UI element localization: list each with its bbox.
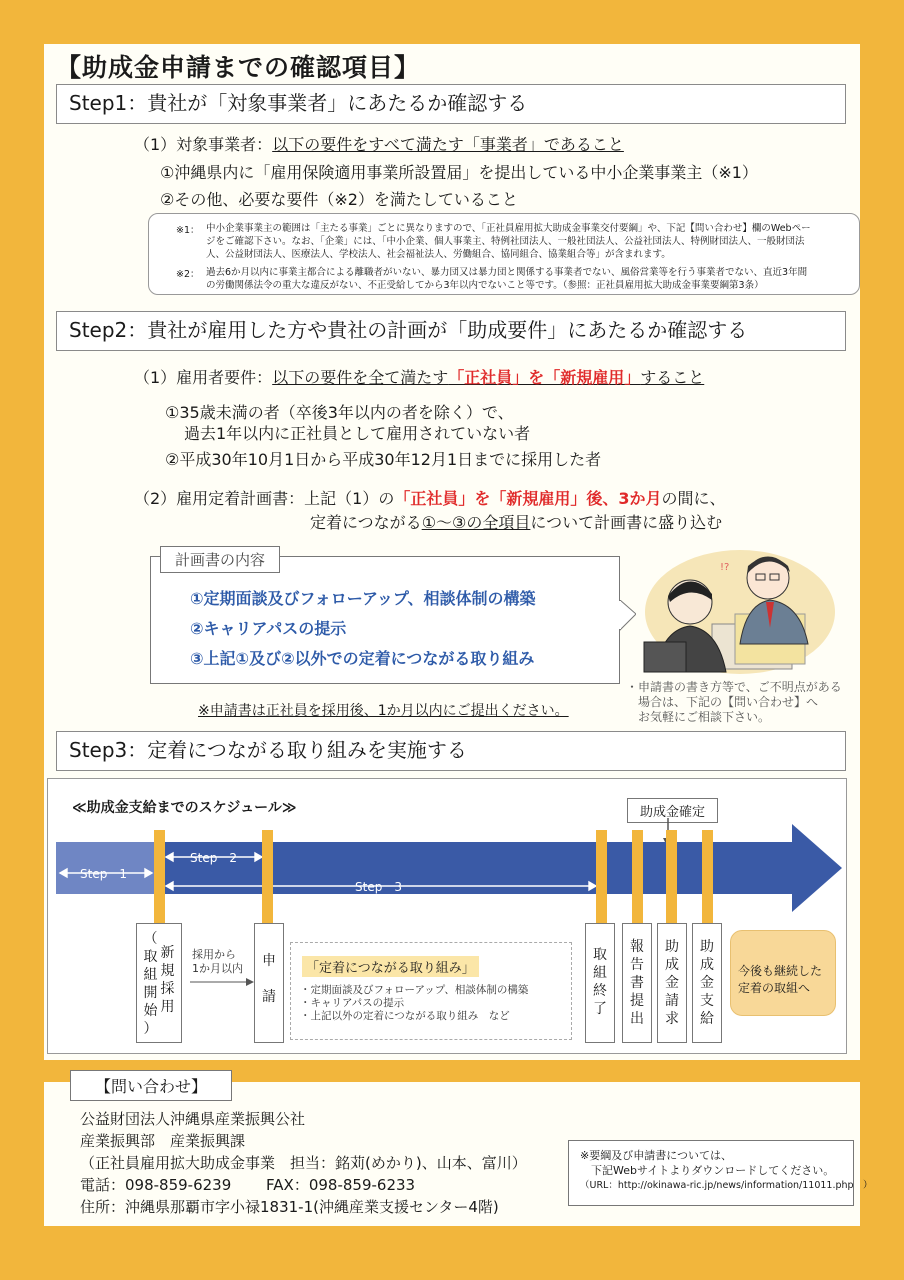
step2-item1a: ①35歳未満の者（卒後3年以内の者を除く）で、 bbox=[165, 403, 514, 422]
ch: 助 bbox=[700, 939, 714, 955]
step2-requirement2 bbox=[134, 486, 726, 509]
page-title: 【助成金申請までの確認項目】 bbox=[56, 53, 421, 82]
arrow-label-step3: Step 3 bbox=[355, 880, 402, 894]
note2-text bbox=[206, 266, 807, 292]
ch: 成 bbox=[700, 957, 714, 973]
within-arrow-icon bbox=[190, 976, 254, 988]
svg-text:!?: !? bbox=[720, 562, 730, 573]
plan-item-3: ③上記①及び②以外での定着につながる取り組み bbox=[190, 649, 535, 668]
box-request bbox=[657, 923, 687, 1043]
ch: 始 bbox=[143, 1003, 158, 1019]
milestone-bar-start bbox=[154, 830, 165, 925]
r2-red: 「正社員」を「新規雇用」後、3か月 bbox=[394, 489, 662, 508]
note1-label: ※1： bbox=[176, 225, 200, 236]
ch: 請 bbox=[665, 993, 679, 1009]
schedule-title: ≪助成金支給までのスケジュール≫ bbox=[72, 800, 297, 816]
contact-phone-fax: 電話：098-859-6239 FAX：098-859-6233 bbox=[80, 1176, 416, 1194]
ch bbox=[255, 970, 283, 988]
note2-line: 過去6か月以内に事業主都合による離職者がいない、暴力団又は暴力団と関係する事業者でない、風俗営業等を行う事業者でない、直近3年間 bbox=[206, 267, 808, 278]
contact-dept: 産業振興部 産業振興課 bbox=[80, 1132, 246, 1150]
note2-line: の労働関係法令の重大な違反がない、不正受給してから3年以内でないこと等です。（参照：正社員雇用拡大助成金事業要綱第3条） bbox=[206, 280, 764, 291]
ch: 支 bbox=[700, 993, 714, 1009]
ch: 採 bbox=[160, 981, 175, 997]
effort-item: ・定期面談及びフォローアップ、相談体制の構築 bbox=[300, 984, 529, 996]
r1-prefix: （1）雇用者要件： bbox=[134, 368, 273, 387]
ch: 申 bbox=[262, 953, 276, 969]
download-url[interactable]: （URL：http://okinawa-ric.jp/news/information/11011.php ） bbox=[580, 1180, 873, 1191]
contact-info bbox=[80, 1108, 527, 1218]
r2-l2c: について計画書に盛り込む bbox=[530, 513, 723, 532]
note1-text bbox=[206, 222, 811, 261]
r1-b: 「正社員」を「新規雇用」 bbox=[448, 368, 641, 387]
step2-heading: Step2：貴社が雇用した方や貴社の計画が「助成要件」にあたるか確認する bbox=[56, 311, 846, 351]
plan-item-2: ②キャリアパスの提示 bbox=[190, 619, 347, 638]
download-line: ※要綱及び申請書については、 bbox=[580, 1149, 732, 1162]
continue-text bbox=[738, 963, 822, 997]
within-line: 1か月以内 bbox=[192, 962, 243, 975]
ch: 終 bbox=[593, 983, 607, 999]
ch: 求 bbox=[665, 1011, 679, 1027]
step1-heading: Step1：貴社が「対象事業者」にあたるか確認する bbox=[56, 84, 846, 124]
step2-item2: ②平成30年10月1日から平成30年12月1日までに採用した者 bbox=[165, 450, 602, 469]
req-main: 以下の要件をすべて満たす「事業者」であること bbox=[272, 135, 624, 154]
box-pay bbox=[692, 923, 722, 1043]
plan-item-1: ①定期面談及びフォローアップ、相談体制の構築 bbox=[190, 589, 536, 608]
ch: 請 bbox=[262, 989, 276, 1005]
box-new-hire bbox=[136, 923, 182, 1043]
box-report bbox=[622, 923, 652, 1043]
step2-requirement1 bbox=[134, 365, 704, 388]
box-new-hire-inner bbox=[137, 930, 181, 1038]
ch: 書 bbox=[630, 975, 644, 991]
r2-suffix: の間に、 bbox=[661, 489, 726, 508]
consultation-illustration bbox=[640, 532, 850, 677]
consult-bubble-text bbox=[626, 680, 842, 725]
note2-label: ※2： bbox=[176, 269, 200, 280]
note1-line: 中小企業事業主の範囲は「主たる事業」ごとに異なりますので、「正社員雇用拡大助成金事業交付要綱」や、下記【問い合わせ】欄のWebペー bbox=[206, 223, 811, 234]
arrow-label-step1: Step 1 bbox=[80, 867, 127, 881]
ch: 報 bbox=[630, 939, 644, 955]
continue-line: 今後も継続した bbox=[738, 964, 823, 978]
contact-staff: （正社員雇用拡大助成金事業 担当：銘苅(めかり)、山本、富川） bbox=[80, 1154, 527, 1172]
ch: （ bbox=[143, 931, 158, 947]
ch: 新 bbox=[160, 945, 175, 961]
contact-address: 住所：沖縄県那覇市字小禄1831-1(沖縄産業支援センター4階) bbox=[80, 1198, 499, 1216]
ch: 給 bbox=[700, 1011, 714, 1027]
step3-heading: Step3：定着につながる取り組みを実施する bbox=[56, 731, 846, 771]
ch: 提 bbox=[630, 993, 644, 1009]
bubble-line: お気軽にご相談下さい。 bbox=[626, 710, 771, 724]
ch: 助 bbox=[665, 939, 679, 955]
col-new bbox=[161, 930, 175, 1038]
plan-label: 計画書の内容 bbox=[160, 546, 280, 573]
within-label bbox=[192, 948, 243, 976]
ch: 規 bbox=[160, 963, 175, 979]
ch: 開 bbox=[143, 985, 158, 1001]
r2-prefix: （2）雇用定着計画書：上記（1）の bbox=[134, 489, 395, 508]
box-end bbox=[585, 923, 615, 1043]
effort-item: ・キャリアパスの提示 bbox=[300, 997, 405, 1009]
contact-org: 公益財団法人沖縄県産業振興公社 bbox=[80, 1110, 306, 1128]
bubble-line: ・申請書の書き方等で、ご不明点がある bbox=[626, 680, 842, 694]
r1-a: 以下の要件を全て満たす bbox=[272, 368, 449, 387]
ch: 用 bbox=[160, 999, 175, 1015]
arrow-label-step2: Step 2 bbox=[190, 851, 237, 865]
download-line: 下記Webサイトよりダウンロードしてください。 bbox=[580, 1164, 835, 1177]
milestone-bar-report bbox=[632, 830, 643, 925]
effort-item: ・上記以外の定着につながる取り組み など bbox=[300, 1010, 510, 1022]
milestone-bar-end bbox=[596, 830, 607, 925]
r2-l2a: 定着につながる bbox=[310, 513, 422, 532]
step1-item1: ①沖縄県内に「雇用保険適用事業所設置届」を提出している中小企業事業主（※1） bbox=[160, 163, 758, 182]
r1-c: すること bbox=[640, 368, 705, 387]
req-prefix: （1）対象事業者： bbox=[134, 135, 273, 154]
ch: 組 bbox=[143, 967, 158, 983]
ch: 成 bbox=[665, 957, 679, 973]
step2-requirement2-line2 bbox=[310, 510, 722, 533]
box-apply bbox=[254, 923, 284, 1043]
milestone-bar-request bbox=[666, 830, 677, 925]
ch: 取 bbox=[593, 947, 607, 963]
step1-requirement bbox=[134, 132, 624, 155]
within-line: 採用から bbox=[192, 948, 236, 961]
note1-line: 人、公益財団法人、医療法人、学校法人、社会福祉法人、労働組合、協同組合、協業組合等」が含まれます。 bbox=[206, 249, 671, 260]
download-info bbox=[580, 1148, 873, 1193]
plan-box-pointer bbox=[612, 600, 636, 636]
ch: 出 bbox=[630, 1011, 644, 1027]
schedule-arrow bbox=[56, 820, 842, 916]
step2-item1b: 過去1年以内に正社員として雇用されていない者 bbox=[184, 424, 531, 443]
milestone-bar-pay bbox=[702, 830, 713, 925]
ch: 告 bbox=[630, 957, 644, 973]
milestone-bar-apply bbox=[262, 830, 273, 925]
effort-title: 「定着につながる取り組み」 bbox=[302, 956, 479, 977]
ch: 組 bbox=[593, 965, 607, 981]
ch: 金 bbox=[700, 975, 714, 991]
contact-label: 【問い合わせ】 bbox=[70, 1070, 232, 1101]
r1-underlined bbox=[272, 368, 704, 387]
ch: ） bbox=[143, 1021, 158, 1037]
note1-line: ジをご確認下さい。なお、「企業」には、「中小企業、個人事業主、特例社団法人、一般社団法人、公益社団法人、特例財団法人、一般財団法 bbox=[206, 236, 805, 247]
ch: 取 bbox=[143, 949, 158, 965]
continue-line: 定着の取組へ bbox=[738, 981, 811, 995]
grant-confirmed-label: 助成金確定 bbox=[627, 798, 718, 823]
ch: 金 bbox=[665, 975, 679, 991]
ch: 了 bbox=[593, 1001, 607, 1017]
step1-item2: ②その他、必要な要件（※2）を満たしていること bbox=[160, 190, 518, 209]
bubble-line: 場合は、下記の【問い合わせ】へ bbox=[626, 695, 819, 709]
submission-note: ※申請書は正社員を採用後、1か月以内にご提出ください。 bbox=[198, 703, 569, 719]
effort-list bbox=[300, 984, 528, 1023]
r2-l2b: ①～③の全項目 bbox=[421, 513, 531, 532]
col-start bbox=[144, 930, 158, 1038]
